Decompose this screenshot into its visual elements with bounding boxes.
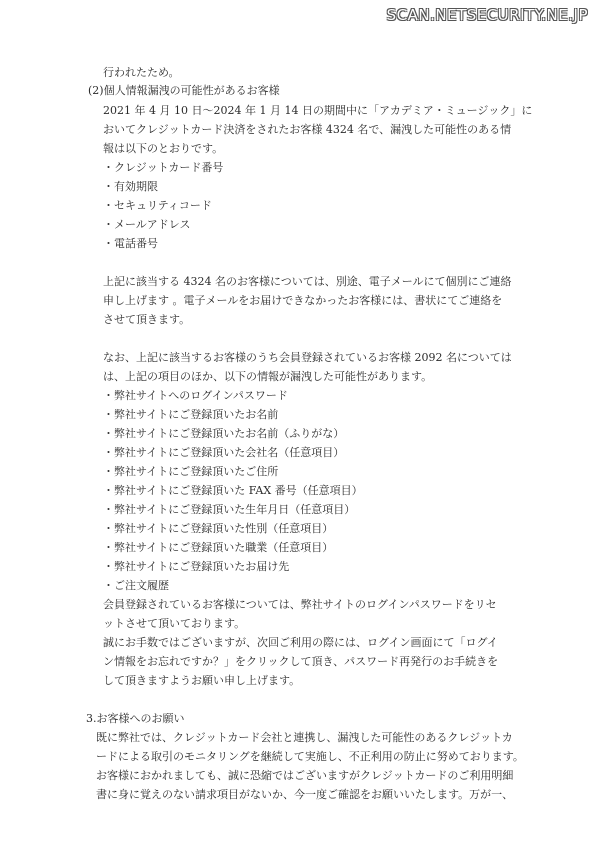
text-line: 既に弊社では、クレジットカード会社と連携し、漏洩した可能性のあるクレジットカ [96,731,513,744]
list-item: ・弊社サイトにご登録頂いた性別（任意項目） [103,522,334,535]
text-line: ードによる取引のモニタリングを継続して実施し、不正利用の防止に努めております。 [96,750,524,763]
list-item: ・弊社サイトにご登録頂いた FAX 番号（任意項目） [103,484,363,497]
list-item: ・クレジットカード番号 [103,161,224,174]
text-line: ットさせて頂いております。 [103,617,246,630]
text-line: 行われたため。 [103,66,180,79]
text-line: なお、上記に該当するお客様のうち会員登録されているお客様 2092 名については [103,351,512,364]
list-item: ・有効期限 [103,180,158,193]
text-line: ン情報をお忘れですか？」をクリックして頂き、パスワード再発行のお手続きを [103,655,499,668]
site-watermark: SCAN.NETSECURITY.NE.JP [386,6,588,24]
list-item: ・弊社サイトにご登録頂いたご住所 [103,465,279,478]
text-line: 2021 年 4 月 10 日～2024 年 1 月 14 日の期間中に「アカデミア・ミュージック」に [103,104,533,117]
text-line: 上記に該当する 4324 名のお客様については、別途、電子メールにて個別にご連絡 [103,275,512,288]
text-line: おいてクレジットカード決済をされたお客様 4324 名で、漏洩した可能性のある情 [103,123,512,136]
list-item: ・弊社サイトにご登録頂いた生年月日（任意項目） [103,503,356,516]
list-item: ・電話番号 [103,237,158,250]
text-line: 書に身に覚えのない請求項目がないか、今一度ご確認をお願いいたします。万が一、 [96,788,514,801]
text-line: 会員登録されているお客様については、弊社サイトのログインパスワードをリセ [103,598,497,611]
section-heading: 3.お客様へのお願い [86,712,185,725]
list-item: ・弊社サイトにご登録頂いた職業（任意項目） [103,541,334,554]
list-item: ・弊社サイトへのログインパスワード [103,389,288,402]
list-item: ・弊社サイトにご登録頂いたお名前（ふりがな） [103,427,345,440]
text-line: は、上記の項目のほか、以下の情報が漏洩した可能性があります。 [103,370,433,383]
text-line: 誠にお手数ではございますが、次回ご利用の際には、ログイン画面にて「ログイ [103,636,498,649]
subsection-heading: (2)個人情報漏洩の可能性があるお客様 [88,84,280,97]
text-line: させて頂きます。 [103,313,191,326]
text-line: して頂きますようお願い申し上げます。 [103,674,301,687]
text-line: お客様におかれましても、誠に恐縮ではございますがクレジットカードのご利用明細 [96,769,514,782]
list-item: ・メールアドレス [103,218,191,231]
list-item: ・弊社サイトにご登録頂いたお名前 [103,408,279,421]
list-item: ・セキュリティコード [103,199,212,212]
list-item: ・弊社サイトにご登録頂いたお届け先 [103,560,290,573]
text-line: 報は以下のとおりです。 [103,142,224,155]
list-item: ・弊社サイトにご登録頂いた会社名（任意項目） [103,446,345,459]
list-item: ・ご注文履歴 [103,579,169,592]
text-line: 申し上げます 。電子メールをお届けできなかったお客様には、書状にてご連絡を [103,294,503,307]
